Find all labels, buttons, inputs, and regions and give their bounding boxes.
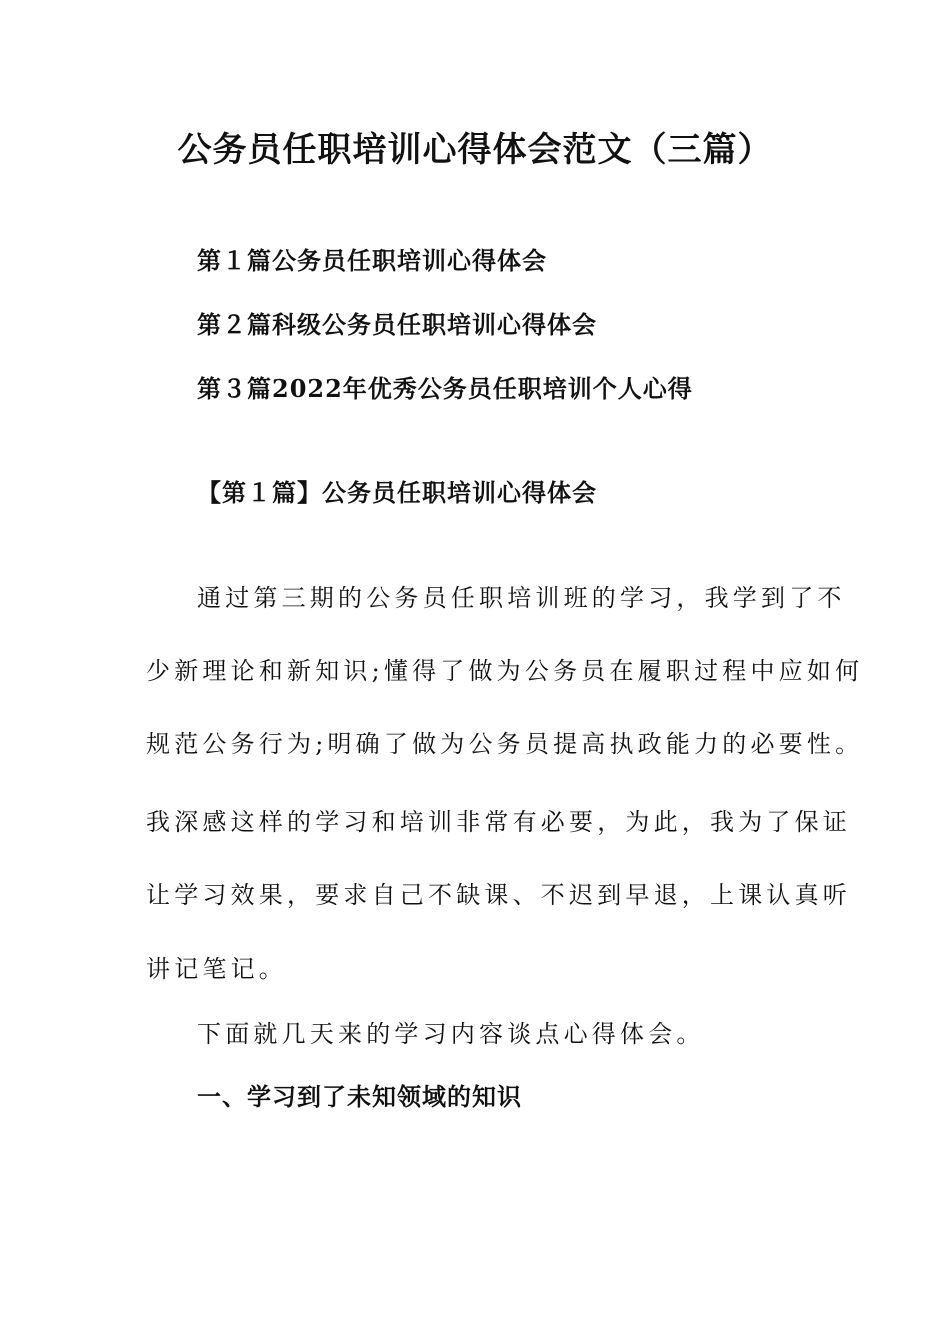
paragraph-2: 下面就几天来的学习内容谈点心得体会。 — [197, 1020, 705, 1048]
paragraph-line: 通过第三期的公务员任职培训班的学习，我学到了不 — [197, 584, 846, 612]
toc-item-3: 第３篇2022年优秀公务员任职培训个人心得 — [197, 374, 693, 403]
paragraph-line: 少新理论和新知识;懂得了做为公务员在履职过程中应如何 — [146, 657, 864, 685]
section-heading: 【第１篇】公务员任职培训心得体会 — [197, 478, 597, 507]
toc-item-2: 第２篇科级公务员任职培训心得体会 — [197, 310, 597, 339]
paragraph-line: 让学习效果，要求自己不缺课、不迟到早退，上课认真听 — [146, 881, 851, 909]
paragraph-line: 我深感这样的学习和培训非常有必要，为此，我为了保证 — [146, 808, 851, 836]
toc-item-1: 第１篇公务员任职培训心得体会 — [197, 246, 547, 275]
document-title: 公务员任职培训心得体会范文（三篇） — [177, 130, 773, 170]
subheading: 一、学习到了未知领域的知识 — [197, 1082, 522, 1111]
paragraph-line: 讲记笔记。 — [146, 955, 287, 983]
paragraph-line: 规范公务行为;明确了做为公务员提高执政能力的必要性。 — [146, 730, 864, 758]
